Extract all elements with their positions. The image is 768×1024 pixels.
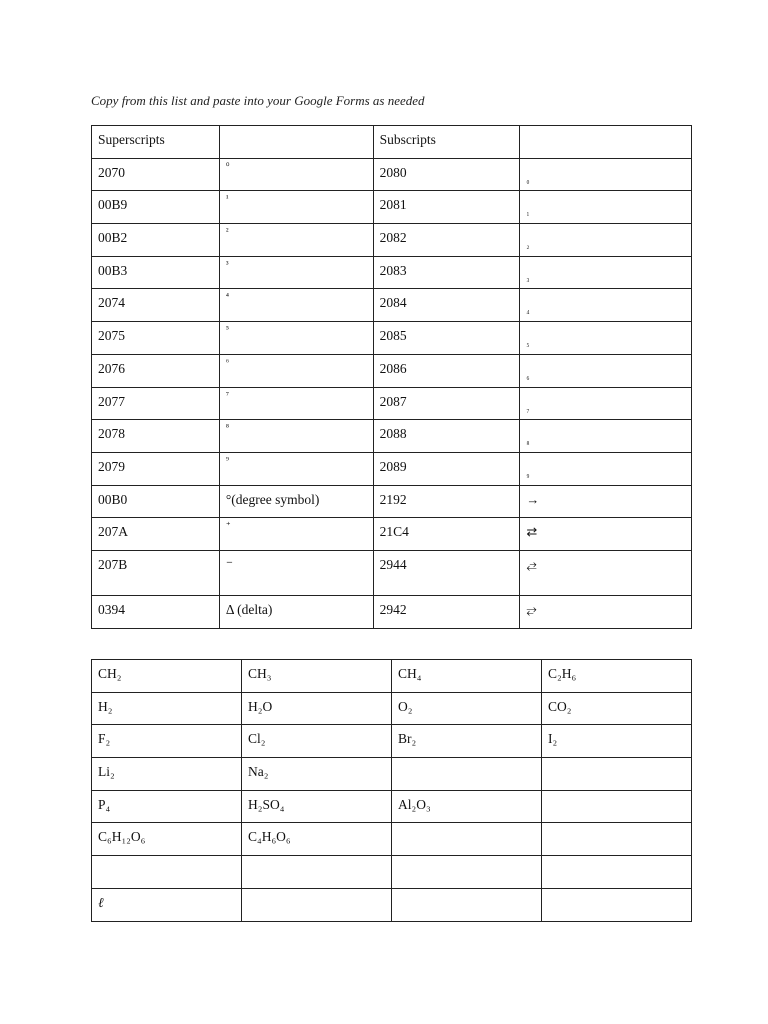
- sup-glyph-cell: [219, 322, 373, 355]
- sup-code-cell: [92, 158, 220, 191]
- sub-glyph-cell: [520, 289, 692, 322]
- table-row: [92, 289, 692, 322]
- sub-glyph-cell: [520, 191, 692, 224]
- sub-glyph-cell: [520, 452, 692, 485]
- table-row: [92, 888, 692, 921]
- sub-code-cell: [373, 322, 520, 355]
- sup-code-cell-text: 2070: [98, 164, 125, 180]
- sub-glyph-cell: [520, 354, 692, 387]
- sup-code-cell-text: 2076: [98, 360, 125, 376]
- formula-cell: Al₂O₃: [392, 790, 542, 823]
- sub-glyph-cell: [520, 224, 692, 257]
- formula-cell: [392, 856, 542, 889]
- sup-glyph-cell-text: ⁷: [225, 389, 229, 400]
- table-row: [92, 158, 692, 191]
- sup-code-cell-text: 00B2: [98, 230, 128, 246]
- table-header-row: [92, 126, 692, 159]
- sub-glyph-cell: [520, 420, 692, 453]
- sup-code-cell-text: 2074: [98, 295, 125, 311]
- sup-code-cell: [92, 595, 220, 628]
- formula-cell: C₆H₁₂O₆: [92, 823, 242, 856]
- formula-cell: F₂: [92, 725, 242, 758]
- sup-glyph-cell: [219, 256, 373, 289]
- formula-cell: C₂H₆: [542, 660, 692, 693]
- formula-cell: [92, 856, 242, 889]
- sup-glyph-cell: [219, 354, 373, 387]
- sup-code-cell: [92, 191, 220, 224]
- sub-code-cell-text: 21C4: [379, 524, 409, 540]
- sub-code-cell-text: 2083: [379, 262, 407, 278]
- sup-glyph-cell-text: ³: [225, 258, 229, 269]
- sup-code-cell: [92, 289, 220, 322]
- formula-cell: P₄: [92, 790, 242, 823]
- sup-code-cell: [92, 224, 220, 257]
- chemical-formulas-table: [91, 659, 692, 922]
- table-row: [92, 322, 692, 355]
- formula-cell: [392, 888, 542, 921]
- sup-code-cell-text: 2077: [98, 393, 125, 409]
- table-row: [92, 518, 692, 551]
- sub-code-cell: [373, 158, 520, 191]
- sup-code-cell: [92, 518, 220, 551]
- sub-code-cell: [373, 224, 520, 257]
- formula-cell: CH₄: [392, 660, 542, 693]
- sub-glyph-cell-text: ₀: [526, 173, 530, 184]
- sup-code-cell-text: 00B3: [98, 262, 128, 278]
- sup-glyph-cell-text: ⁴: [225, 291, 229, 302]
- formula-cell: [542, 856, 692, 889]
- sup-glyph-cell: [219, 224, 373, 257]
- sup-code-cell: [92, 322, 220, 355]
- sub-code-cell-text: 2087: [379, 393, 407, 409]
- sup-code-cell-text: 207A: [98, 524, 128, 540]
- sup-glyph-cell: [219, 191, 373, 224]
- sup-code-cell: [92, 420, 220, 453]
- sub-code-cell-text: 2088: [379, 426, 407, 442]
- table-row: [92, 256, 692, 289]
- sup-glyph-cell-text: ⁻: [225, 556, 233, 572]
- sub-code-cell-text: 2086: [379, 360, 407, 376]
- sup-glyph-cell-text: ⁰: [225, 160, 230, 171]
- sup-glyph-cell-text: ⁸: [225, 422, 229, 433]
- sub-code-cell: [373, 518, 520, 551]
- table-row: [92, 725, 692, 758]
- sub-glyph-cell: [520, 158, 692, 191]
- table-row: [92, 595, 692, 628]
- table-row: [92, 452, 692, 485]
- table-row: [92, 191, 692, 224]
- formula-cell: [542, 823, 692, 856]
- sub-code-cell: [373, 354, 520, 387]
- sub-glyph-cell-text: →: [526, 491, 540, 507]
- header-subscripts: Subscripts: [373, 126, 520, 159]
- sup-code-cell-text: 207B: [98, 556, 128, 572]
- sup-glyph-cell: [219, 387, 373, 420]
- sub-glyph-cell: [520, 322, 692, 355]
- sup-code-cell-text: 00B9: [98, 197, 128, 213]
- sup-glyph-cell: [219, 485, 373, 518]
- formula-cell: CH₃: [242, 660, 392, 693]
- sub-glyph-cell: [520, 550, 692, 595]
- formula-cell: I₂: [542, 725, 692, 758]
- formula-cell: ℓ: [92, 888, 242, 921]
- formula-cell: [542, 790, 692, 823]
- sup-glyph-cell-text: ⁹: [225, 454, 229, 465]
- formula-cell: Br₂: [392, 725, 542, 758]
- formula-cell: C₄H₆O₆: [242, 823, 392, 856]
- sup-code-cell-text: 2079: [98, 458, 125, 474]
- formula-cell: CH₂: [92, 660, 242, 693]
- formula-cell: O₂: [392, 692, 542, 725]
- sub-glyph-cell: [520, 518, 692, 551]
- formula-cell: CO₂: [542, 692, 692, 725]
- sub-code-cell: [373, 387, 520, 420]
- sup-glyph-cell: [219, 452, 373, 485]
- sub-glyph-cell-text: ⥂: [526, 601, 537, 617]
- sup-code-cell-text: 00B0: [98, 491, 128, 507]
- sub-code-cell: [373, 485, 520, 518]
- sup-glyph-cell: [219, 420, 373, 453]
- sup-glyph-cell-text: ⁵: [225, 324, 229, 335]
- sub-code-cell: [373, 452, 520, 485]
- sup-glyph-cell: [219, 289, 373, 322]
- sup-glyph-cell-text: ¹: [225, 193, 229, 204]
- sup-code-cell: [92, 256, 220, 289]
- formula-cell: [542, 758, 692, 791]
- formula-cell: Cl₂: [242, 725, 392, 758]
- sub-code-cell: [373, 191, 520, 224]
- sub-code-cell-text: 2192: [379, 491, 407, 507]
- sub-glyph-cell-text: ₇: [526, 402, 530, 413]
- formula-cell: [392, 758, 542, 791]
- sub-code-cell: [373, 420, 520, 453]
- sub-code-cell-text: 2942: [379, 601, 407, 617]
- formula-cell: H₂SO₄: [242, 790, 392, 823]
- sup-code-cell-text: 0394: [98, 601, 125, 617]
- unicode-codes-table: [91, 125, 692, 629]
- sub-code-cell-text: 2082: [379, 230, 407, 246]
- sub-glyph-cell-text: ₈: [526, 435, 530, 446]
- sup-glyph-cell: [219, 158, 373, 191]
- sup-code-cell: [92, 354, 220, 387]
- table-row: [92, 224, 692, 257]
- formula-cell: Li₂: [92, 758, 242, 791]
- table-row: [92, 856, 692, 889]
- sup-glyph-cell-text: ⁺: [225, 520, 231, 531]
- sub-glyph-cell-text: ⇄: [526, 524, 538, 540]
- formula-cell: H₂O: [242, 692, 392, 725]
- sup-glyph-cell: [219, 550, 373, 595]
- sup-glyph-cell: [219, 595, 373, 628]
- sup-code-cell: [92, 387, 220, 420]
- table-row: [92, 354, 692, 387]
- formula-cell: [392, 823, 542, 856]
- instructions-text: Copy from this list and paste into your Google Forms as needed: [91, 93, 425, 108]
- formula-cell: [242, 888, 392, 921]
- table-row: [92, 660, 692, 693]
- header-superscripts: Superscripts: [92, 126, 220, 159]
- sub-code-cell-text: 2085: [379, 328, 407, 344]
- sub-glyph-cell-text: ₆: [526, 369, 530, 380]
- sub-glyph-cell: [520, 595, 692, 628]
- sub-code-cell: [373, 550, 520, 595]
- table-row: [92, 387, 692, 420]
- sub-code-cell: [373, 595, 520, 628]
- sup-code-cell: [92, 550, 220, 595]
- header-blank-2: [520, 126, 692, 159]
- sub-glyph-cell-text: ₅: [526, 337, 530, 348]
- sub-glyph-cell-text: ₄: [526, 304, 530, 315]
- sub-glyph-cell: [520, 485, 692, 518]
- table-row: [92, 692, 692, 725]
- sup-glyph-cell: [219, 518, 373, 551]
- sup-code-cell-text: 2078: [98, 426, 125, 442]
- sub-code-cell-text: 2089: [379, 458, 407, 474]
- header-blank-1: [219, 126, 373, 159]
- sub-code-cell: [373, 289, 520, 322]
- sub-code-cell: [373, 256, 520, 289]
- sub-code-cell-text: 2081: [379, 197, 407, 213]
- sup-glyph-cell-text: ²: [225, 226, 229, 237]
- table-row: [92, 823, 692, 856]
- sub-code-cell-text: 2944: [379, 556, 407, 572]
- formula-cell: [542, 888, 692, 921]
- sub-glyph-cell-text: ₁: [526, 206, 530, 217]
- table-row: [92, 790, 692, 823]
- table-row: [92, 485, 692, 518]
- table-row: [92, 550, 692, 595]
- sub-glyph-cell-text: ₃: [526, 271, 530, 282]
- formula-cell: H₂: [92, 692, 242, 725]
- table-row: [92, 758, 692, 791]
- sub-code-cell-text: 2080: [379, 164, 407, 180]
- sub-glyph-cell: [520, 256, 692, 289]
- sup-glyph-cell-text: Δ (delta): [225, 601, 273, 617]
- sub-glyph-cell-text: ⥄: [526, 556, 537, 572]
- sup-glyph-cell-text: °(degree symbol): [225, 491, 320, 507]
- sub-glyph-cell-text: ₂: [526, 239, 530, 250]
- sub-glyph-cell-text: ₉: [526, 467, 530, 478]
- sup-code-cell: [92, 452, 220, 485]
- sup-glyph-cell-text: ⁶: [225, 356, 229, 367]
- sup-code-cell-text: 2075: [98, 328, 125, 344]
- sub-glyph-cell: [520, 387, 692, 420]
- table-row: [92, 420, 692, 453]
- formula-cell: Na₂: [242, 758, 392, 791]
- sub-code-cell-text: 2084: [379, 295, 407, 311]
- formula-cell: [242, 856, 392, 889]
- sup-code-cell: [92, 485, 220, 518]
